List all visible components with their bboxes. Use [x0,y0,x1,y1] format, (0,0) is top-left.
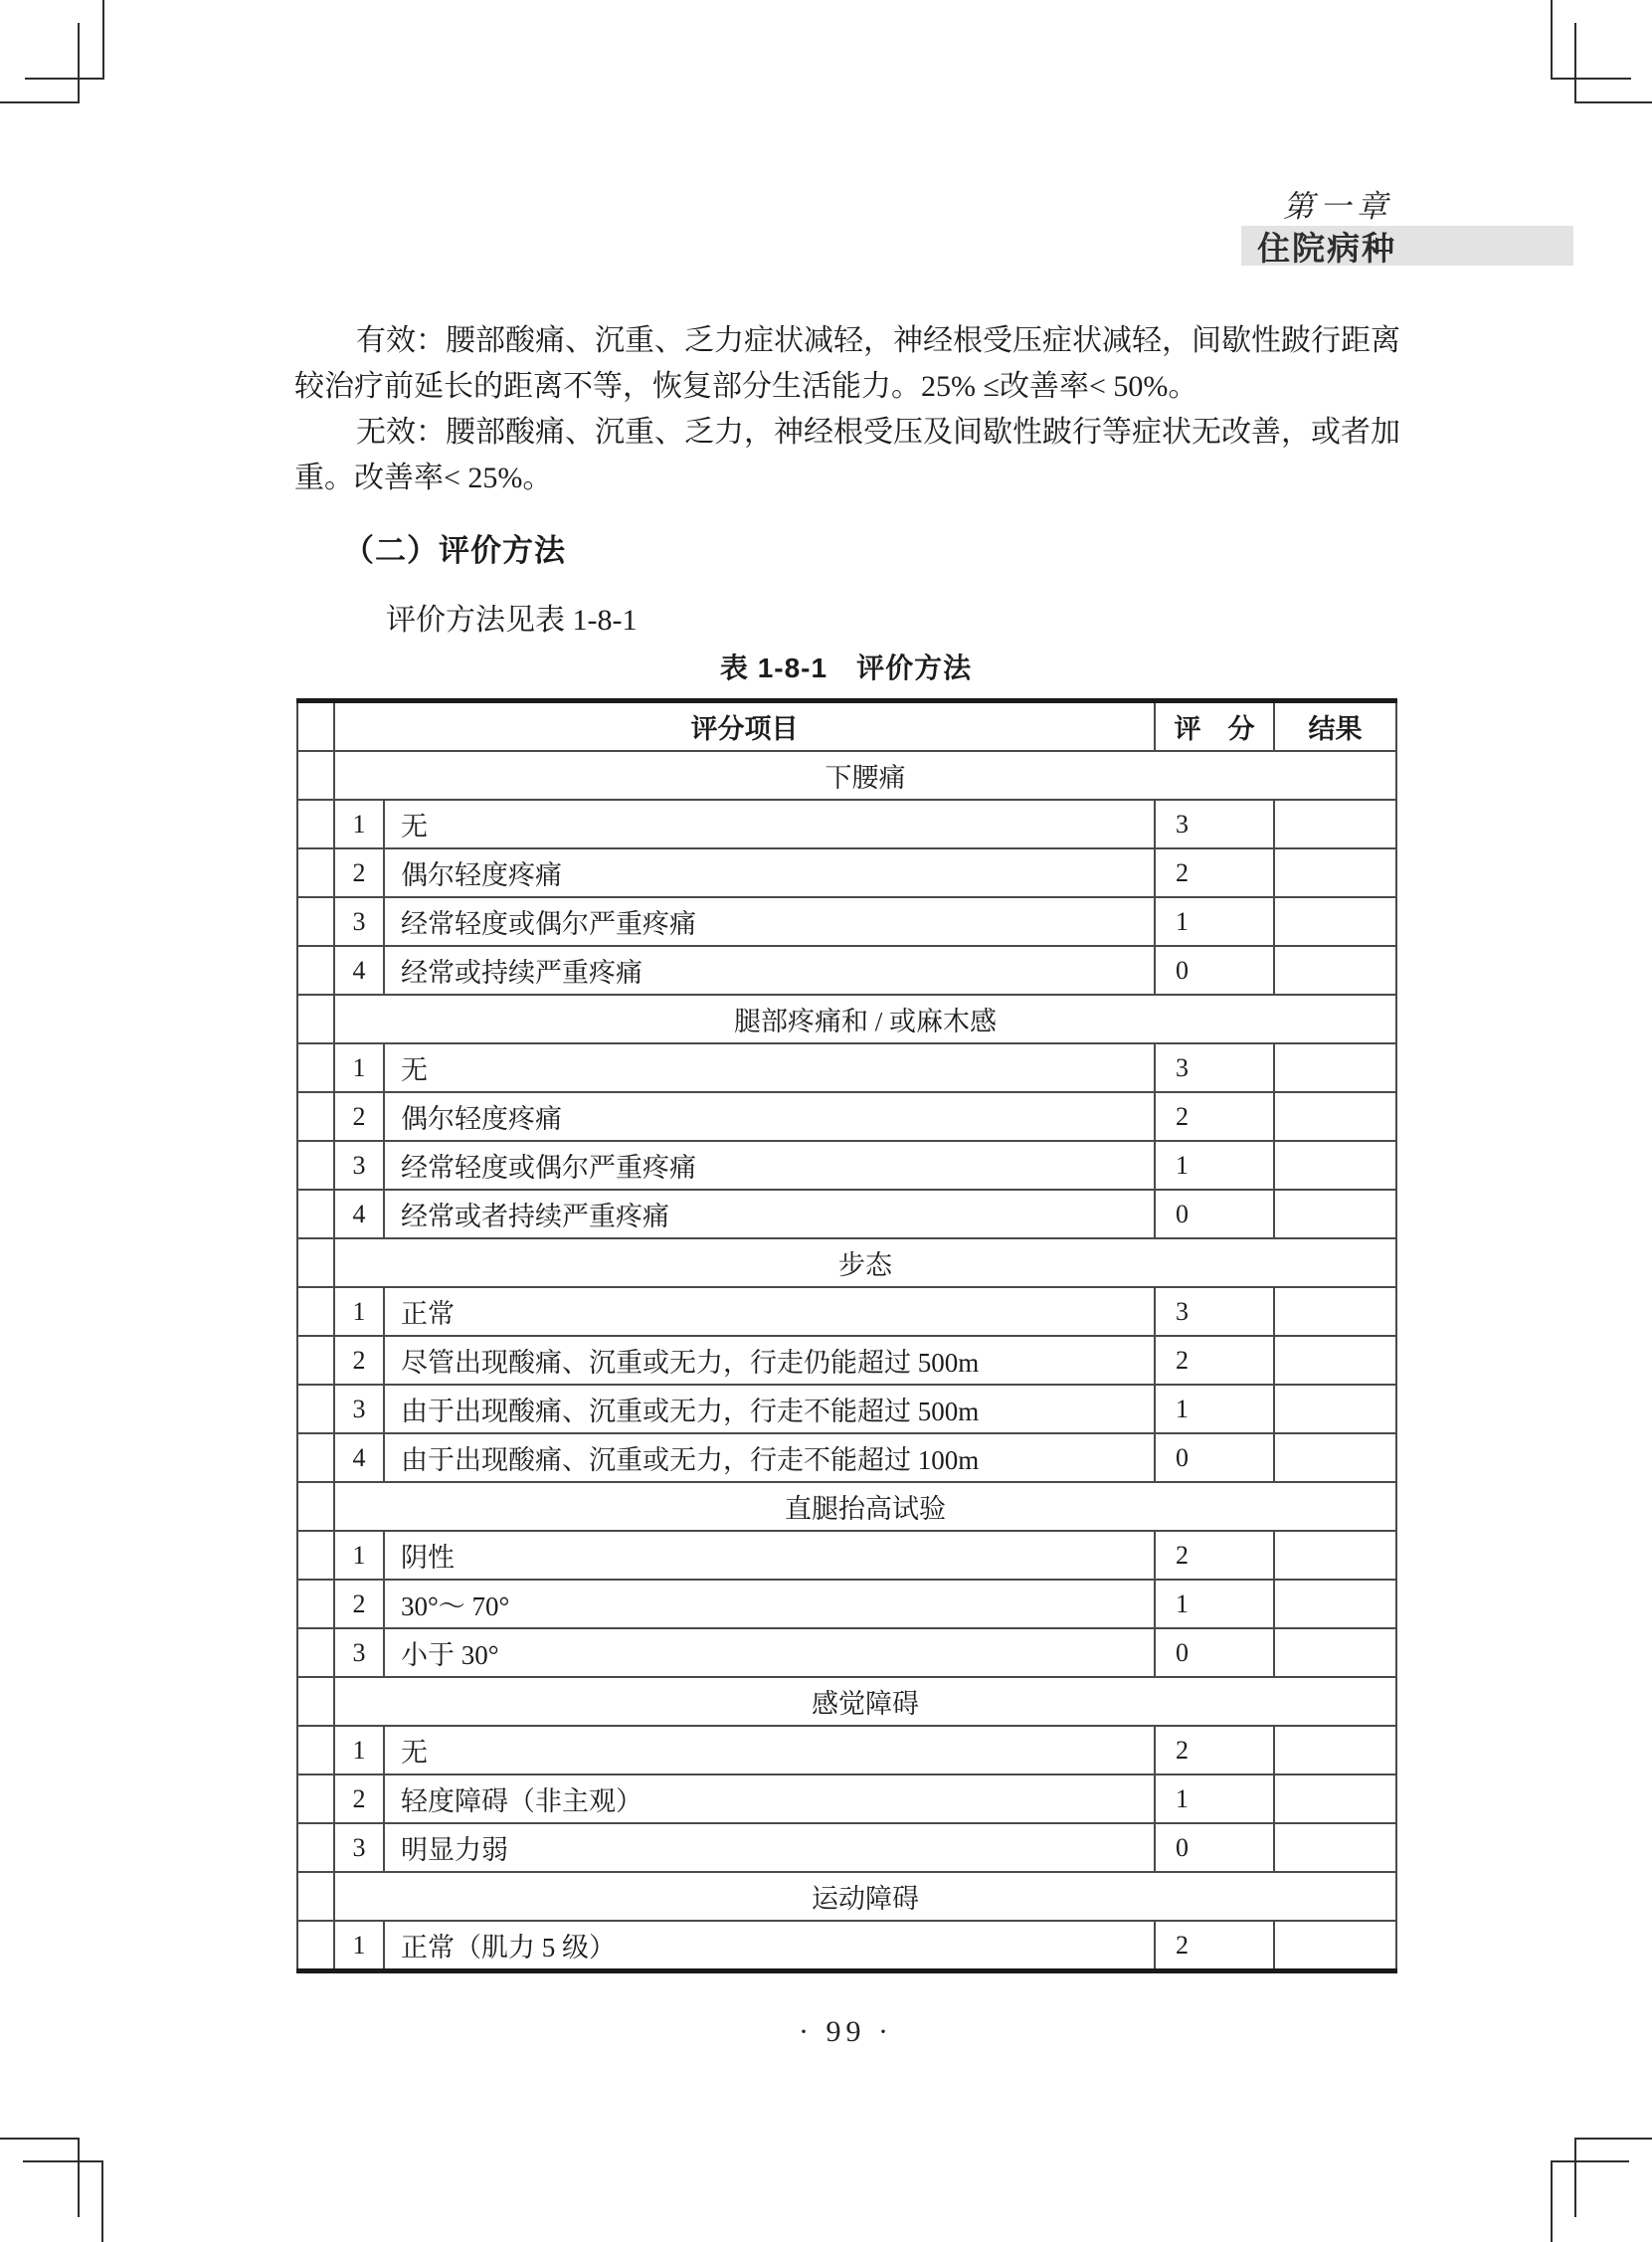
row-result-cell [1274,897,1396,946]
row-narrow-cell [297,848,334,897]
table-row [297,1287,1396,1336]
table-row [297,848,1396,897]
row-narrow-cell [297,1823,334,1872]
row-narrow-cell [297,1141,334,1190]
section-narrow-cell [297,1677,334,1726]
row-number-cell: 2 [334,1775,384,1823]
row-number-cell: 1 [334,1726,384,1775]
row-result-cell [1274,1043,1396,1092]
row-number-cell: 4 [334,1190,384,1238]
chapter-label: 第一章 [1283,189,1393,224]
row-narrow-cell [297,1726,334,1775]
row-score-cell: 1 [1155,897,1274,946]
row-score-cell: 0 [1155,946,1274,995]
row-score-cell: 0 [1155,1628,1274,1677]
row-result-cell [1274,848,1396,897]
row-score-cell: 2 [1155,1726,1274,1775]
section-narrow-cell [297,751,334,800]
table-row [297,1190,1396,1238]
paragraph-line: 无效：腰部酸痛、沉重、乏力，神经根受压及间歇性跛行等症状无改善，或者加 [356,416,1400,449]
section-title-cell: 步态 [334,1238,1396,1287]
row-item-cell: 偶尔轻度疼痛 [384,848,1155,897]
section-title-cell: 下腰痛 [334,751,1396,800]
row-score-cell: 0 [1155,1823,1274,1872]
header-item-cell: 评分项目 [334,701,1155,752]
row-score-cell: 2 [1155,848,1274,897]
row-result-cell [1274,1385,1396,1433]
row-narrow-cell [297,1433,334,1482]
row-number-cell: 1 [334,1043,384,1092]
table-row [297,1141,1396,1190]
row-score-cell: 0 [1155,1433,1274,1482]
table-section-row [297,1677,1396,1726]
row-score-cell: 2 [1155,1531,1274,1580]
header-result-cell: 结果 [1274,701,1396,752]
table-row [297,946,1396,995]
table-row [297,1921,1396,1971]
row-narrow-cell [297,1580,334,1628]
row-number-cell: 4 [334,1433,384,1482]
row-number-cell: 1 [334,1531,384,1580]
chapter-title: 住院病种 [1257,229,1396,267]
row-result-cell [1274,1190,1396,1238]
row-number-cell: 3 [334,1628,384,1677]
header-score-cell: 评 分 [1155,701,1274,752]
paragraph-line: 较治疗前延长的距离不等，恢复部分生活能力。25% ≤改善率< 50%。 [294,370,1198,403]
table-row [297,1433,1396,1482]
row-number-cell: 3 [334,897,384,946]
row-number-cell: 1 [334,1921,384,1971]
row-narrow-cell [297,1628,334,1677]
row-narrow-cell [297,1775,334,1823]
row-item-cell: 小于 30° [384,1628,1155,1677]
row-number-cell: 2 [334,1092,384,1141]
row-result-cell [1274,1433,1396,1482]
body-paragraphs [294,318,1402,501]
paragraph-line: 重。改善率< 25%。 [294,462,553,494]
table-section-row [297,1238,1396,1287]
row-score-cell: 3 [1155,800,1274,848]
row-item-cell: 经常或持续严重疼痛 [384,946,1155,995]
row-score-cell: 2 [1155,1092,1274,1141]
row-narrow-cell [297,1043,334,1092]
row-narrow-cell [297,800,334,848]
section-title-cell: 直腿抬高试验 [334,1482,1396,1531]
table-row [297,1580,1396,1628]
row-score-cell: 1 [1155,1580,1274,1628]
section-title-cell: 感觉障碍 [334,1677,1396,1726]
row-item-cell: 尽管出现酸痛、沉重或无力，行走仍能超过 500m [384,1336,1155,1385]
table-row [297,1092,1396,1141]
evaluation-table [296,698,1397,1973]
row-item-cell: 正常（肌力 5 级） [384,1921,1155,1971]
row-score-cell: 3 [1155,1287,1274,1336]
crop-mark-bottom-left-inner [23,2160,103,2242]
row-item-cell: 经常轻度或偶尔严重疼痛 [384,1141,1155,1190]
row-narrow-cell [297,946,334,995]
table-row [297,1385,1396,1433]
row-narrow-cell [297,1531,334,1580]
row-narrow-cell [297,1336,334,1385]
row-narrow-cell [297,1092,334,1141]
section-narrow-cell [297,1872,334,1921]
row-number-cell: 1 [334,800,384,848]
table-section-row [297,1872,1396,1921]
row-result-cell [1274,1287,1396,1336]
table-row [297,1043,1396,1092]
row-narrow-cell [297,1921,334,1971]
page-number: · 99 · [799,2015,893,2048]
row-number-cell: 3 [334,1141,384,1190]
row-result-cell [1274,1336,1396,1385]
row-score-cell: 2 [1155,1921,1274,1971]
chapter-title-bar [1241,226,1573,266]
table-row [297,1775,1396,1823]
row-item-cell: 偶尔轻度疼痛 [384,1092,1155,1141]
row-result-cell [1274,1823,1396,1872]
row-number-cell: 3 [334,1823,384,1872]
row-number-cell: 2 [334,1336,384,1385]
crop-mark-bottom-right-inner [1551,2160,1629,2242]
table-section-row [297,995,1396,1043]
row-narrow-cell [297,1190,334,1238]
row-number-cell: 2 [334,848,384,897]
row-result-cell [1274,1921,1396,1971]
row-score-cell: 1 [1155,1385,1274,1433]
crop-mark-top-right-inner [1574,23,1652,103]
row-item-cell: 阴性 [384,1531,1155,1580]
row-score-cell: 1 [1155,1141,1274,1190]
table-intro: 评价方法见表 1-8-1 [386,604,638,637]
row-item-cell: 由于出现酸痛、沉重或无力，行走不能超过 100m [384,1433,1155,1482]
row-result-cell [1274,1775,1396,1823]
row-number-cell: 2 [334,1580,384,1628]
section-heading: （二）评价方法 [343,533,566,568]
paragraph-line: 有效：腰部酸痛、沉重、乏力症状减轻，神经根受压症状减轻，间歇性跛行距离 [356,324,1400,357]
table-title: 表 1-8-1 评价方法 [719,653,973,683]
table-section-row [297,751,1396,800]
table-row [297,1823,1396,1872]
row-item-cell: 30°～ 70° [384,1580,1155,1628]
row-result-cell [1274,800,1396,848]
row-narrow-cell [297,1287,334,1336]
row-score-cell: 0 [1155,1190,1274,1238]
row-item-cell: 经常轻度或偶尔严重疼痛 [384,897,1155,946]
row-result-cell [1274,1628,1396,1677]
row-result-cell [1274,1580,1396,1628]
row-result-cell [1274,1726,1396,1775]
header-narrow-cell [297,701,334,752]
table-row [297,1726,1396,1775]
crop-mark-top-left-inner [0,23,80,103]
table-row [297,897,1396,946]
row-number-cell: 1 [334,1287,384,1336]
row-narrow-cell [297,1385,334,1433]
row-number-cell: 4 [334,946,384,995]
table-row [297,800,1396,848]
section-narrow-cell [297,1482,334,1531]
row-result-cell [1274,946,1396,995]
row-item-cell: 轻度障碍（非主观） [384,1775,1155,1823]
row-score-cell: 1 [1155,1775,1274,1823]
row-result-cell [1274,1092,1396,1141]
table-row [297,1336,1396,1385]
row-result-cell [1274,1531,1396,1580]
section-narrow-cell [297,1238,334,1287]
row-item-cell: 正常 [384,1287,1155,1336]
section-narrow-cell [297,995,334,1043]
row-item-cell: 明显力弱 [384,1823,1155,1872]
table-section-row [297,1482,1396,1531]
row-result-cell [1274,1141,1396,1190]
table-row [297,1531,1396,1580]
row-narrow-cell [297,897,334,946]
row-item-cell: 无 [384,1043,1155,1092]
row-score-cell: 3 [1155,1043,1274,1092]
row-item-cell: 无 [384,1726,1155,1775]
row-item-cell: 经常或者持续严重疼痛 [384,1190,1155,1238]
section-title-cell: 腿部疼痛和 / 或麻木感 [334,995,1396,1043]
row-number-cell: 3 [334,1385,384,1433]
row-item-cell: 无 [384,800,1155,848]
section-title-cell: 运动障碍 [334,1872,1396,1921]
row-score-cell: 2 [1155,1336,1274,1385]
table-header-row [297,701,1396,752]
row-item-cell: 由于出现酸痛、沉重或无力，行走不能超过 500m [384,1385,1155,1433]
table-row [297,1628,1396,1677]
